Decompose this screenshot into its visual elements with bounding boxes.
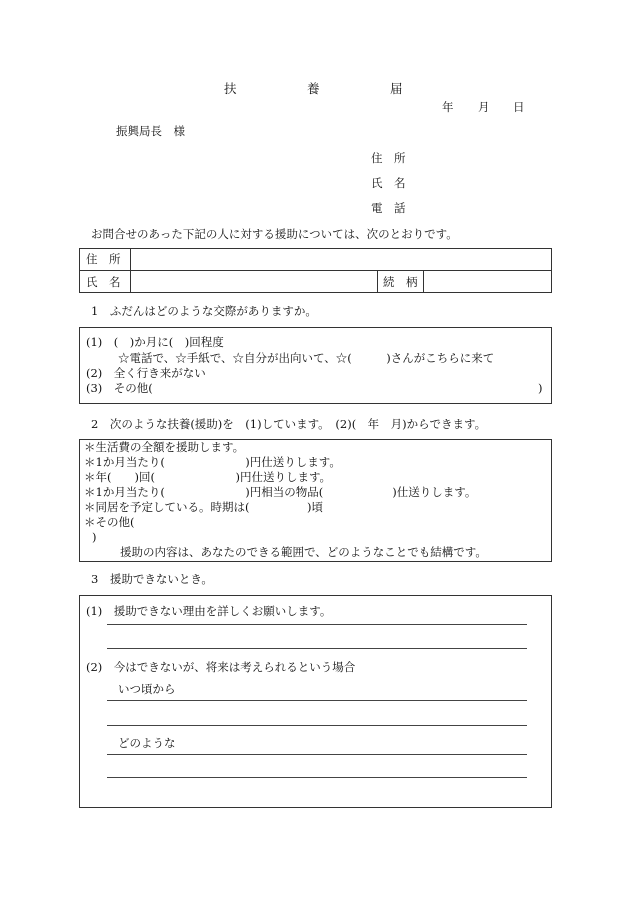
date-year-label: 年 (442, 100, 454, 114)
date-day-label: 日 (513, 100, 525, 114)
how-line-2[interactable] (107, 777, 527, 778)
section3-when-label: いつ頃から (118, 682, 176, 696)
applicant-address-label: 住 所 (371, 151, 406, 165)
section3-how-label: どのような (118, 736, 176, 750)
title-char-3: 届 (390, 81, 403, 96)
section2-item-cohabit: ＊同居を予定している。時期は( )頃 (84, 500, 323, 514)
section2-item-monthly-goods: ＊1か月当たり( )円相当の物品( )仕送りします。 (84, 485, 477, 499)
target-address-label: 住 所 (86, 252, 121, 266)
section2-item-yearly-money: ＊年( )回( )円仕送りします。 (84, 470, 332, 484)
section2-item-other-close: ) (92, 530, 97, 544)
title-char-1: 扶 (224, 81, 237, 96)
how-line-1[interactable] (107, 754, 527, 755)
section1-option-1: (1) ( )か月に( )回程度 (86, 335, 224, 349)
section2-note: 援助の内容は、あなたのできる範囲で、どのようなことでも結構です。 (120, 545, 487, 559)
section3-reason-label: (1) 援助できない理由を詳しくお願いします。 (86, 604, 332, 618)
section3-heading: 3 援助できないとき。 (91, 572, 213, 586)
when-line-2[interactable] (107, 725, 527, 726)
section1-heading: 1 ふだんはどのような交際がありますか。 (91, 304, 317, 318)
section2-item-full-support: ＊生活費の全額を援助します。 (84, 440, 245, 454)
target-table-label-divider (130, 248, 131, 293)
section2-heading: 2 次のような扶養(援助)を (1)しています。 (2)( 年 月)からできます。 (91, 417, 487, 431)
date-month-label: 月 (478, 100, 490, 114)
applicant-name-label: 氏 名 (371, 176, 406, 190)
section2-item-other: ＊その他( (84, 515, 135, 529)
section3-future-label: (2) 今はできないが、将来は考えられるという場合 (86, 660, 356, 674)
target-name-field[interactable] (132, 272, 375, 291)
target-relation-label: 続 柄 (383, 275, 418, 289)
section1-option-3: (3) その他( (86, 381, 153, 395)
target-address-field[interactable] (132, 250, 550, 268)
applicant-phone-label: 電 話 (371, 201, 406, 215)
section1-option-1-methods: ☆電話で、☆手紙で、☆自分が出向いて、☆( )さんがこちらに来て (118, 351, 495, 365)
intro-text: お問合せのあった下記の人に対する援助については、次のとおりです。 (91, 227, 458, 241)
addressee: 振興局長 様 (116, 124, 185, 138)
title-char-2: 養 (307, 81, 320, 96)
target-relation-field[interactable] (425, 272, 550, 291)
target-table-relation-divider-left (377, 270, 378, 293)
target-name-label: 氏 名 (86, 275, 121, 289)
target-table-row-divider (79, 270, 552, 271)
section1-option-2: (2) 全く行き来がない (86, 366, 206, 380)
section1-option-3-close: ) (538, 381, 543, 395)
section2-item-monthly-money: ＊1か月当たり( )円仕送りします。 (84, 455, 341, 469)
target-table-relation-divider-right (423, 270, 424, 293)
reason-line-1[interactable] (107, 624, 527, 625)
when-line-1[interactable] (107, 700, 527, 701)
reason-line-2[interactable] (107, 648, 527, 649)
